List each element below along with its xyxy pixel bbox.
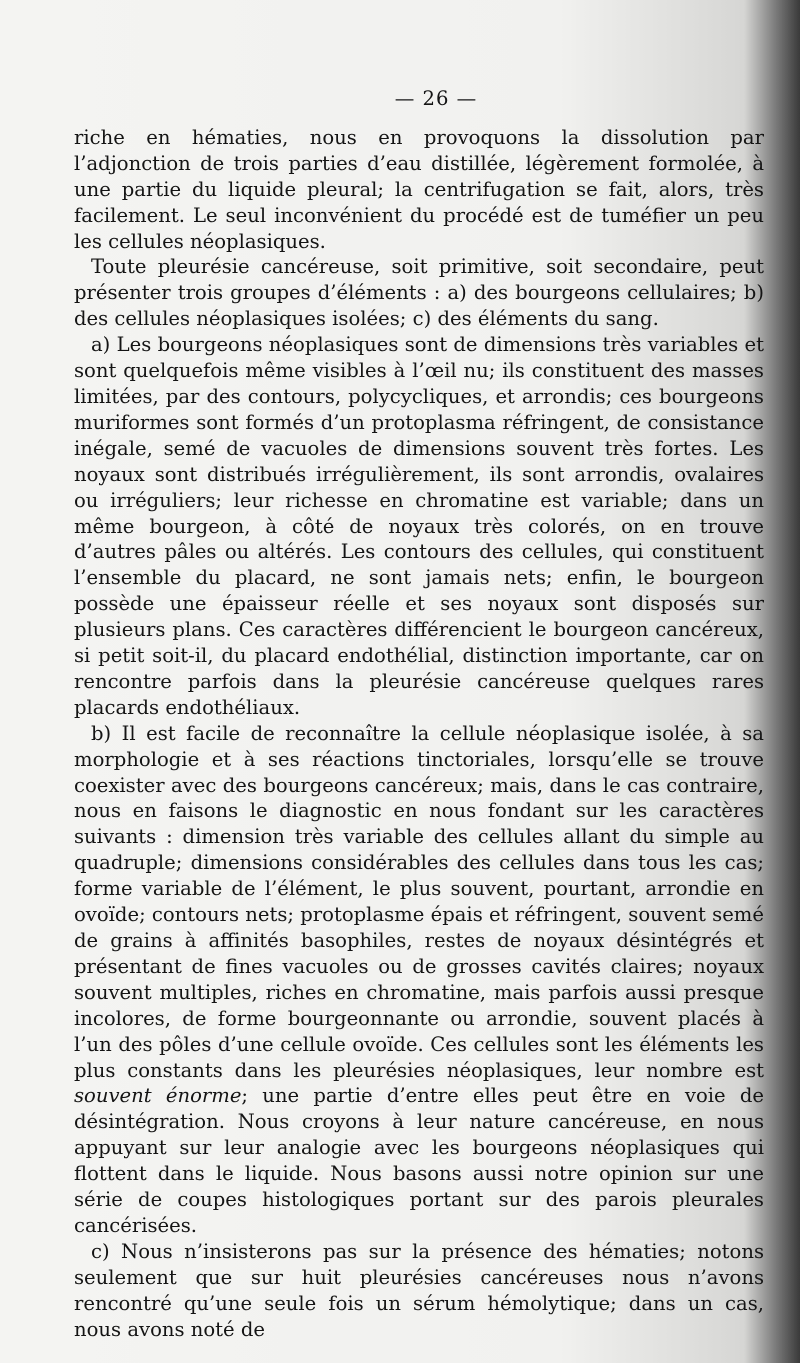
paragraph-4-emphasis: souvent énorme: [74, 1084, 242, 1108]
paragraph-1: riche en hématies, nous en provoquons la dissolution par l’adjonction de trois parties d’eau distillée, légèrement formolée, à une partie du liquide pleural; la centrifugation se fait, alors, très facilement. Le seul inconvénient du procédé est de tuméfier un peu les cellules néoplasiques.: [74, 125, 764, 253]
paragraph-5: c) Nous n’insisterons pas sur la présence des hématies; notons seulement que sur huit pleurésies cancéreuses nous n’avons rencontré qu’une seule fois un sérum hémolytique; dans un cas, nous avons noté de: [74, 1239, 764, 1341]
paragraph-3: a) Les bourgeons néoplasiques sont de dimensions très variables et sont quelquefois même visibles à l’œil nu; ils constituent des masses limitées, par des contours, polycycliques, et arrondis; ces bourgeons muriformes sont formés d’un protoplasma réfringent, de consistance inégale, semé de vacuoles de dimensions souvent très fortes. Les noyaux sont distribués irrégulièrement, ils sont arrondis, ovalaires ou irréguliers; leur richesse en chromatine est variable; dans un même bourgeon, à côté de noyaux très colorés, on en trouve d’autres pâles ou altérés. Les contours des cellules, qui constituent l’ensemble du placard, ne sont jamais nets; enfin, le bourgeon possède une épaisseur réelle et ses noyaux sont disposés sur plusieurs plans. Ces caractères différencient le bourgeon cancéreux, si petit soit-il, du placard endothélial, distinction importante, car on rencontre parfois dans la pleurésie cancéreuse quelques rares placards endothéliaux.: [74, 333, 764, 719]
page-body: [74, 86, 764, 1343]
paragraph-4-text-before: b) Il est facile de reconnaître la cellule néoplasique isolée, à sa morphologie et à ses réactions tinctoriales, lorsqu’elle se trouve coexister avec des bourgeons cancéreux; mais, dans le cas contraire, nous en faisons le diagnostic en nous fondant sur les caractères suivants : dimension très variable des cellules allant du simple au quadruple; dimensions considérables des cellules dans tous les cas; forme variable de l’élément, le plus souvent, pourtant, arrondie en ovoïde; contours nets; protoplasme épais et réfringent, souvent semé de grains à affinités basophiles, restes de noyaux désintégrés et présentant de fines vacuoles ou de grosses cavités claires; noyaux souvent multiples, riches en chromatine, mais parfois aussi presque incolores, de forme bourgeonnante ou arrondie, souvent placés à l’un des pôles d’une cellule ovoïde. Ces cellules sont les éléments les plus constants dans les pleurésies néoplasiques, leur nombre est: [74, 721, 764, 1082]
paragraph-4: [74, 721, 764, 1239]
paragraph-2: Toute pleurésie cancéreuse, soit primitive, soit secondaire, peut présenter trois groupes d’éléments : a) des bourgeons cellulaires; b) des cellules néoplasiques isolées; c) des éléments du sang.: [74, 255, 764, 331]
page-number: — 26 —: [394, 87, 478, 110]
paragraph-4-text-after: ; une partie d’entre elles peut être en voie de désintégration. Nous croyons à leur nature cancéreuse, en nous appuyant sur leur analogie avec les bourgeons néoplasiques qui flottent dans le liquide. Nous basons aussi notre opinion sur une série de coupes histologiques portant sur des parois pleurales cancérisées.: [74, 1084, 764, 1237]
